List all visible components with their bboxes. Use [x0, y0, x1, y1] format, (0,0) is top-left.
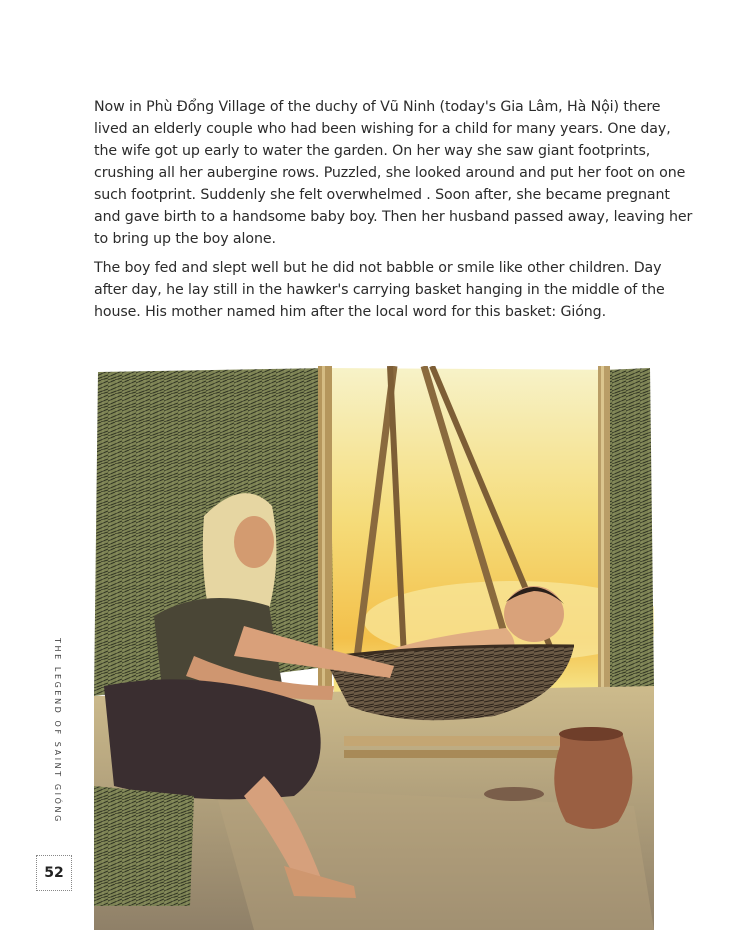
page-number: 52 — [36, 855, 72, 891]
story-paragraph-1: Now in Phù Đổng Village of the duchy of Vũ Ninh (today's Gia Lâm, Hà Nội) there lived an elderly couple who had been wishing for a child for many years. One day, the wife got up early to water the garden. On her way she saw giant footprints, crushing all her aubergine rows. Puzzled, she looked around and put her foot on one such footprint. Suddenly she felt overwhelmed . Soon after, she became pregnant and gave birth to a handsome baby boy. Then her husband passed away, leaving her to bring up the boy alone. — [94, 99, 693, 247]
woven-wall-right — [604, 368, 654, 696]
story-text — [94, 96, 694, 330]
running-title: THE LEGEND OF SAINT GIÓNG — [53, 638, 62, 824]
clay-bowl — [484, 787, 544, 801]
illustration-mother-and-baby-in-basket — [94, 366, 654, 930]
clay-jar — [554, 727, 632, 829]
baby-head — [504, 586, 564, 642]
woven-stool — [94, 786, 194, 906]
mother-face — [234, 516, 274, 568]
story-paragraph-2: The boy fed and slept well but he did not babble or smile like other children. Day after day, he lay still in the hawker's carrying basket hanging in the middle of the house. His mother named him after the local word for this basket: Gióng. — [94, 260, 665, 320]
